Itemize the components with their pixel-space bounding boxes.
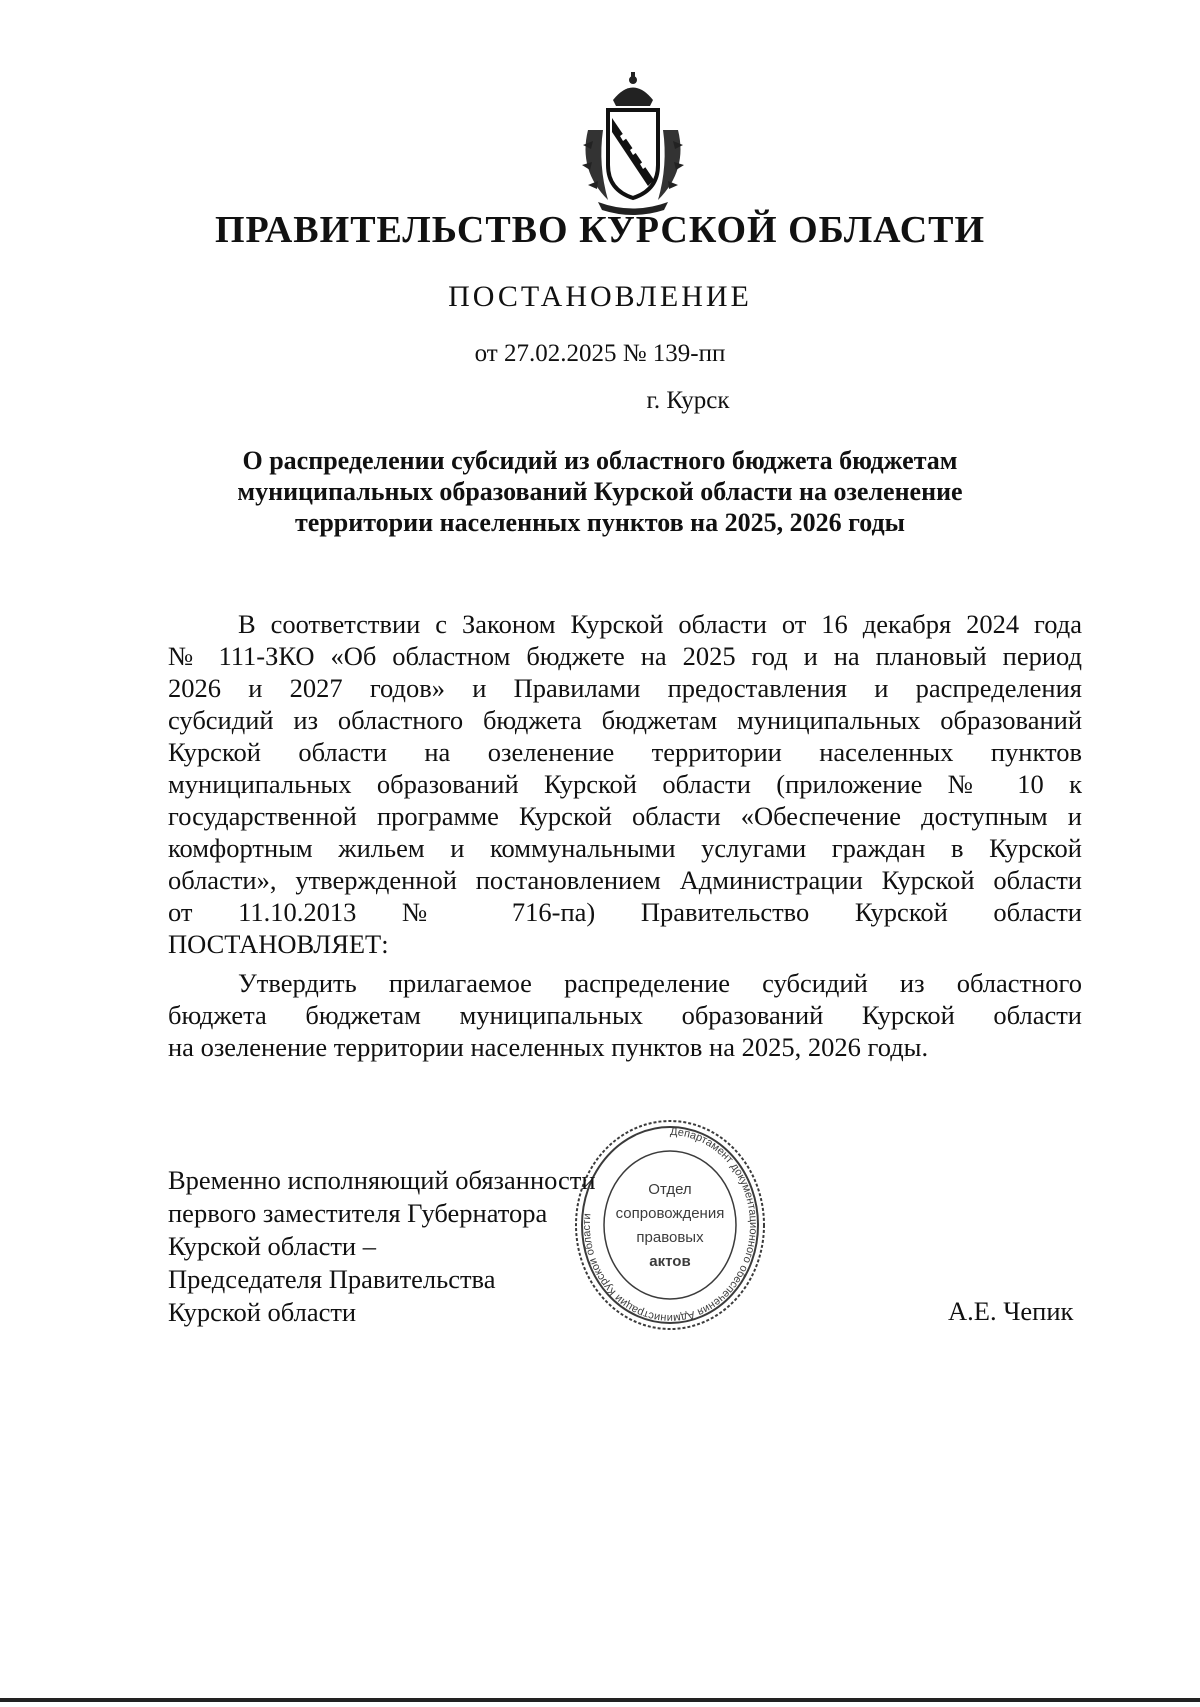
kursk-coat-of-arms-icon xyxy=(568,70,698,215)
position-line: Председателя Правительства xyxy=(168,1264,496,1294)
paragraph-line: № 111-ЗКО «Об областном бюджете на 2025 год и на плановый период xyxy=(168,641,1082,671)
position-line: Курской области – xyxy=(168,1231,376,1261)
body-paragraph-1 xyxy=(168,608,1082,960)
paragraph-line: субсидий из областного бюджета бюджетам муниципальных образований xyxy=(168,705,1082,735)
paragraph-line: ПОСТАНОВЛЯЕТ: xyxy=(168,929,389,959)
position-line: Временно исполняющий обязанности xyxy=(168,1165,596,1195)
document-city: г. Курск xyxy=(646,387,730,414)
paragraph-line: на озеленение территории населенных пунктов на 2025, 2026 годы. xyxy=(168,1032,929,1062)
body-paragraph-2 xyxy=(168,967,1082,1063)
signatory-name: А.Е. Чепик xyxy=(948,1296,1074,1326)
document-date-number: от 27.02.2025 № 139-пп xyxy=(474,340,726,367)
paragraph-line: В соответствии с Законом Курской области от 16 декабря 2024 года xyxy=(238,609,1082,639)
government-title: ПРАВИТЕЛЬСТВО КУРСКОЙ ОБЛАСТИ xyxy=(214,209,986,251)
paragraph-line: бюджета бюджетам муниципальных образований Курской области xyxy=(168,1000,1082,1030)
paragraph-line: Курской области на озеленение территории населенных пунктов xyxy=(168,737,1082,767)
signatory-position xyxy=(168,1164,596,1329)
official-stamp xyxy=(570,1110,770,1330)
paragraph-line: 2026 и 2027 годов» и Правилами предоставления и распределения xyxy=(168,673,1082,703)
paragraph-line: государственной программе Курской области «Обеспечение доступным и xyxy=(168,801,1082,831)
position-line: первого заместителя Губернатора xyxy=(168,1198,548,1228)
heading-line: О распределении субсидий из областного бюджета бюджетам xyxy=(242,446,958,475)
stamp-center-line: сопровождения xyxy=(615,1205,725,1222)
heading-line: муниципальных образований Курской области на озеленение xyxy=(237,477,963,506)
position-line: Курской области xyxy=(168,1297,357,1327)
stamp-center-line: актов xyxy=(649,1253,691,1270)
document-type: ПОСТАНОВЛЕНИЕ xyxy=(448,280,752,313)
paragraph-line: муниципальных образований Курской области (приложение № 10 к xyxy=(168,769,1082,799)
document-heading xyxy=(150,445,1050,538)
paragraph-line: от 11.10.2013 № 716-па) Правительство Курской области xyxy=(168,897,1082,927)
stamp-ring-text: Департамент документационного обеспечения Администрации Курской области xyxy=(580,1125,759,1325)
stamp-center-line: Отдел xyxy=(648,1181,692,1198)
paragraph-line: комфортным жильем и коммунальными услугами граждан в Курской xyxy=(168,833,1082,863)
paragraph-line: Утвердить прилагаемое распределение субсидий из областного xyxy=(238,968,1082,998)
heading-line: территории населенных пунктов на 2025, 2026 годы xyxy=(295,508,905,537)
scan-edge-line xyxy=(0,1698,1200,1702)
paragraph-line: области», утвержденной постановлением Администрации Курской области xyxy=(168,865,1082,895)
stamp-center-line: правовых xyxy=(636,1229,704,1246)
